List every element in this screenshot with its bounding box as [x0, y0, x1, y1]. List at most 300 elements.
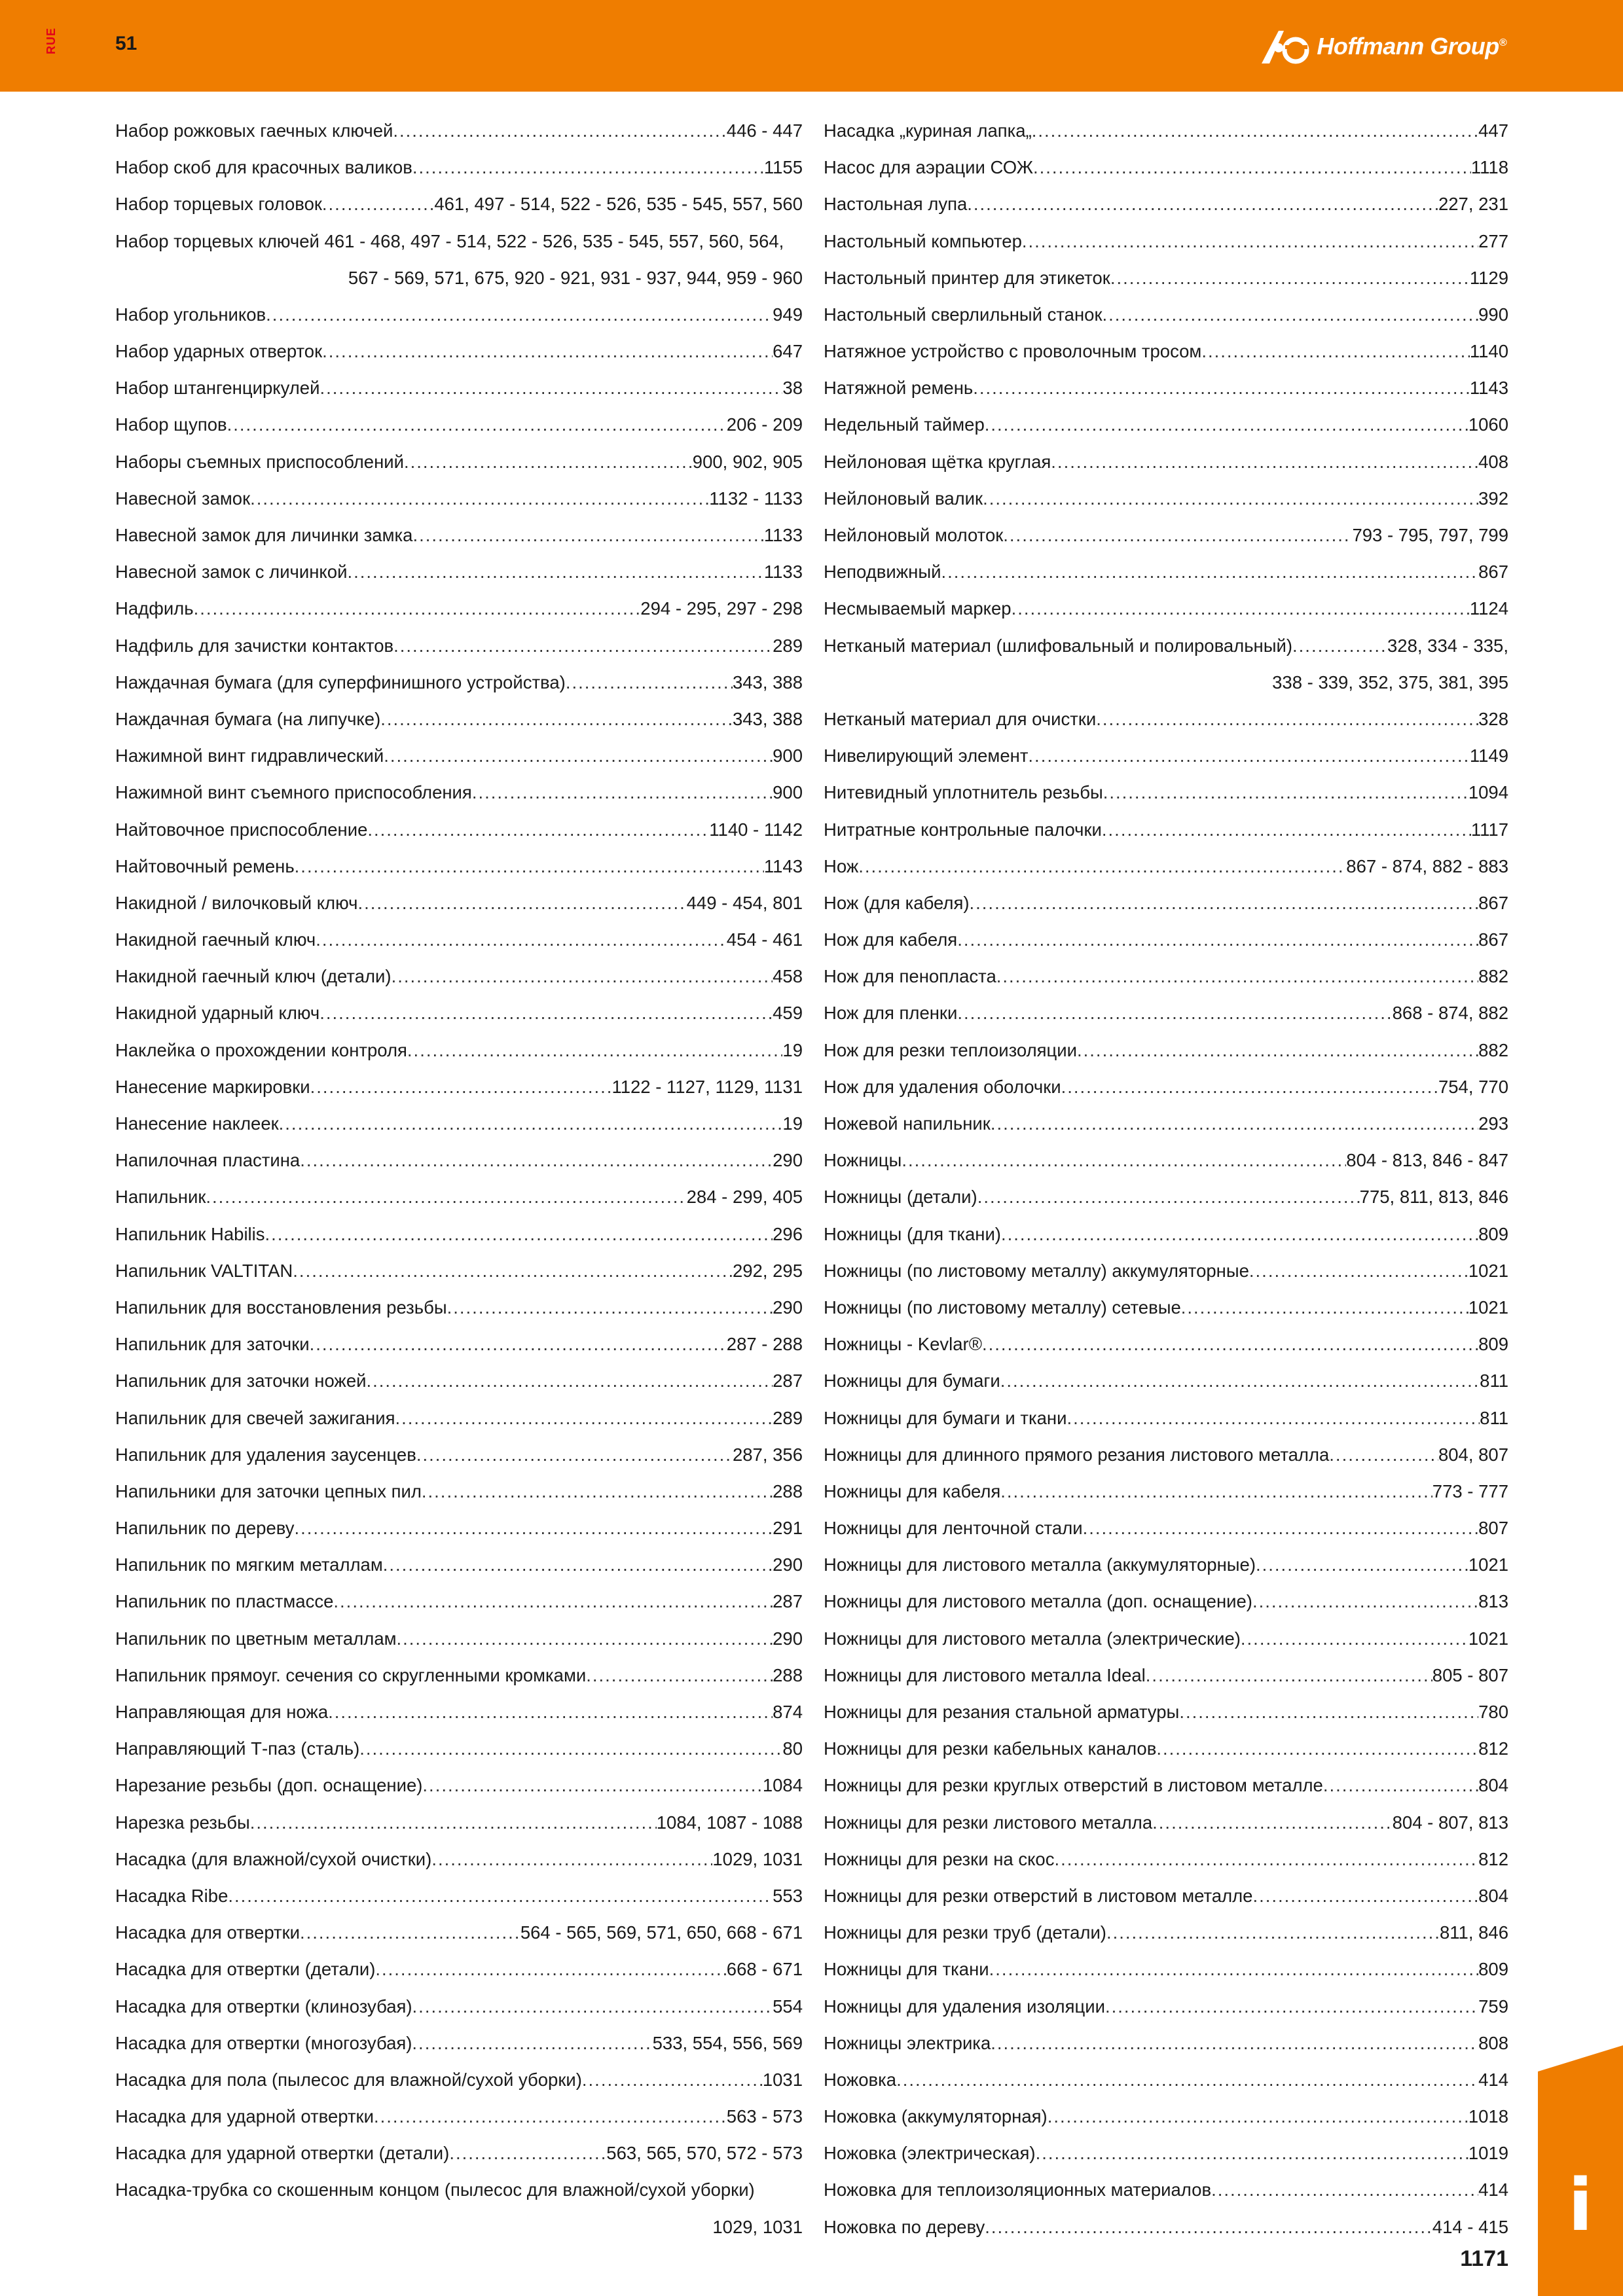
entry-term: Навесной замок с личинкой: [115, 562, 348, 583]
entry-term: Ножницы для удаления изоляции: [824, 1996, 1105, 2017]
entry-term: Насадка для ударной отвертки (детали): [115, 2143, 450, 2164]
dot-leader: [941, 554, 1478, 590]
hoffmann-logo-icon: [1259, 28, 1310, 65]
entry-pages: 563, 565, 570, 572 - 573: [606, 2143, 803, 2164]
dot-leader: [395, 1400, 773, 1437]
entry-term: Ножницы для ткани: [824, 1959, 989, 1980]
entry-term: Наборы съемных приспособлений: [115, 451, 404, 472]
entry-term: Насадка (для влажной/сухой очистки): [115, 1848, 432, 1869]
entry-pages: 808: [1478, 2032, 1508, 2053]
dot-leader: [1323, 1767, 1478, 1804]
dot-leader: [1036, 2135, 1468, 2172]
entry-term: Насадка Ribe: [115, 1885, 228, 1906]
index-entry: [824, 2062, 1508, 2098]
dot-leader: [902, 1142, 1346, 1179]
dot-leader: [449, 2135, 606, 2172]
hoffmann-group-logo: [1259, 26, 1506, 67]
index-entry: [115, 2172, 803, 2209]
index-entry: [115, 407, 803, 444]
entry-pages: 328, 334 - 335,: [1387, 635, 1508, 656]
dot-leader: [472, 774, 773, 811]
index-entry: [824, 1142, 1508, 1179]
entry-term: Нож: [824, 855, 859, 876]
dot-leader: [1329, 1437, 1438, 1473]
entry-term: Напильник по пластмассе: [115, 1591, 334, 1612]
dot-leader: [412, 149, 764, 186]
dot-leader: [1252, 1878, 1478, 1914]
index-entry: [115, 664, 803, 701]
index-entry: [115, 1878, 803, 1914]
entry-term: Ножницы для резания стальной арматуры: [824, 1702, 1180, 1723]
entry-pages: 289: [773, 1407, 803, 1428]
entry-term: Набор штангенциркулей: [115, 378, 320, 399]
index-entry: [115, 996, 803, 1032]
index-entry: [824, 223, 1508, 260]
entry-term: Нанесение наклеек: [115, 1113, 279, 1134]
dot-leader: [1152, 1804, 1392, 1841]
index-entry-continuation: 567 - 569, 571, 675, 920 - 921, 931 - 937, 944, 959 - 960: [348, 267, 803, 288]
dot-leader: [1106, 1914, 1440, 1951]
entry-term: Ножовка для теплоизоляционных материалов: [824, 2179, 1212, 2200]
entry-pages: 294 - 295, 297 - 298: [640, 598, 803, 619]
dot-leader: [1022, 223, 1478, 260]
dot-leader: [1012, 590, 1470, 627]
entry-pages: 1021: [1468, 1628, 1508, 1649]
entry-pages: 1132 - 1133: [709, 488, 803, 509]
entry-pages: 458: [773, 966, 803, 987]
dot-leader: [586, 1657, 773, 1694]
dot-leader: [973, 370, 1470, 406]
entry-term: Насос для аэрации СОЖ: [824, 157, 1033, 178]
dot-leader: [412, 517, 763, 554]
entry-pages: 553: [773, 1885, 803, 1906]
dot-leader: [1103, 774, 1468, 811]
entry-pages: 564 - 565, 569, 571, 650, 668 - 671: [520, 1922, 803, 1943]
entry-term: Нейлоновый молоток: [824, 525, 1004, 546]
entry-pages: 1084, 1087 - 1088: [656, 1812, 803, 1833]
index-entry: [115, 1473, 803, 1510]
dot-leader: [896, 2062, 1478, 2098]
entry-pages: 1129: [1469, 267, 1508, 288]
index-column-right: [824, 113, 1508, 2246]
entry-pages: 293: [1478, 1113, 1508, 1134]
dot-leader: [957, 922, 1478, 958]
index-entry: [115, 370, 803, 406]
dot-leader: [310, 1326, 727, 1363]
entry-pages: 1149: [1469, 745, 1508, 766]
index-entry: [115, 1032, 803, 1069]
entry-pages: 414 - 415: [1432, 2216, 1508, 2237]
dot-leader: [295, 848, 764, 885]
entry-term: Наждачная бумага (для суперфинишного устройства): [115, 672, 566, 692]
entry-pages: 1133: [763, 525, 803, 546]
index-entry: [115, 554, 803, 590]
index-entry: [824, 1473, 1508, 1510]
entry-pages: 804: [1478, 1775, 1508, 1796]
entry-term: Напильник для заточки ножей: [115, 1371, 367, 1391]
entry-term: Насадка „куриная лапка„: [824, 120, 1032, 141]
entry-term: Ножницы для резки круглых отверстий в листовом металле: [824, 1775, 1323, 1796]
info-tab-letter: i: [1568, 2163, 1593, 2247]
entry-pages: 287: [773, 1371, 803, 1391]
dot-leader: [228, 1878, 773, 1914]
dot-leader: [227, 407, 727, 444]
index-entry: [824, 590, 1508, 627]
entry-term: Натяжное устройство с проволочным тросом: [824, 341, 1202, 362]
entry-pages: 1019: [1468, 2143, 1508, 2164]
index-entry: [824, 1547, 1508, 1583]
entry-pages: 1018: [1468, 2106, 1508, 2127]
entry-pages: 900: [773, 745, 803, 766]
index-entry: [824, 1326, 1508, 1363]
index-entry: [115, 1657, 803, 1694]
entry-term: Набор ударных отверток: [115, 341, 323, 362]
index-entry: [824, 517, 1508, 554]
index-entry: [115, 701, 803, 738]
entry-term: Ножницы для длинного прямого резания листового металла: [824, 1444, 1330, 1465]
entry-term: Накидной гаечный ключ (детали): [115, 966, 392, 987]
entry-term: Ножовка по дереву: [824, 2216, 985, 2237]
entry-pages: 290: [773, 1297, 803, 1318]
dot-leader: [404, 444, 693, 480]
entry-pages: 775, 811, 813, 846: [1359, 1187, 1508, 1208]
entry-term: Найтовочное приспособление: [115, 819, 368, 840]
index-entry: [824, 1105, 1508, 1142]
entry-pages: 19: [782, 1113, 803, 1134]
entry-pages: 461, 497 - 514, 522 - 526, 535 - 545, 557, 560: [434, 194, 803, 215]
dot-leader: [1249, 1253, 1468, 1289]
dot-leader: [393, 113, 726, 149]
index-entry: [824, 1584, 1508, 1621]
dot-leader: [1077, 1032, 1478, 1069]
dot-leader: [347, 554, 763, 590]
dot-leader: [407, 1032, 782, 1069]
index-entry: [115, 149, 803, 186]
dot-leader: [1211, 2172, 1478, 2209]
entry-term: Набор торцевых ключей 461 - 468, 497 - 514, 522 - 526, 535 - 545, 557, 560, 564,: [115, 230, 784, 251]
index-entry: [824, 1731, 1508, 1767]
entry-term: Ножовка: [824, 2069, 897, 2090]
dot-leader: [1156, 1731, 1478, 1767]
index-entry: [824, 444, 1508, 480]
entry-term: Напильник для заточки: [115, 1334, 310, 1355]
dot-leader: [1292, 628, 1387, 664]
entry-pages: 284 - 299, 405: [686, 1187, 803, 1208]
index-entry: [824, 333, 1508, 370]
index-entry: [824, 2172, 1508, 2209]
entry-pages: 454 - 461: [726, 929, 803, 950]
dot-leader: [357, 885, 686, 922]
index-entry: [115, 1621, 803, 1657]
dot-leader: [989, 1951, 1478, 1988]
dot-leader: [322, 333, 773, 370]
entry-pages: 80: [782, 1738, 803, 1759]
entry-pages: 287: [773, 1591, 803, 1612]
dot-leader: [1051, 444, 1478, 480]
index-entry: [824, 296, 1508, 333]
index-entry: [115, 2098, 803, 2135]
entry-term: Напильник по мягким металлам: [115, 1554, 383, 1575]
entry-pages: 447: [1478, 120, 1508, 141]
index-entry: [824, 1289, 1508, 1326]
index-entry: [824, 812, 1508, 848]
entry-term: Нарезание резьбы (доп. оснащение): [115, 1775, 423, 1796]
dot-leader: [1256, 1547, 1468, 1583]
dot-leader: [1105, 1988, 1478, 2025]
entry-pages: 1143: [1469, 378, 1508, 399]
entry-term: Ножницы (детали): [824, 1187, 977, 1208]
index-entry: [824, 1032, 1508, 1069]
entry-pages: 1124: [1469, 598, 1508, 619]
dot-leader: [1048, 2098, 1468, 2135]
entry-term: Найтовочный ремень: [115, 855, 295, 876]
entry-term: Ножницы (по листовому металлу) сетевые: [824, 1297, 1181, 1318]
dot-leader: [293, 1253, 733, 1289]
entry-term: Насадка для отвертки (детали): [115, 1959, 376, 1980]
index-entry: [115, 1951, 803, 1988]
entry-pages: 1133: [763, 562, 803, 583]
index-column-left: [115, 113, 803, 2246]
entry-term: Набор торцевых головок: [115, 194, 322, 215]
entry-term: Настольный компьютер: [824, 230, 1022, 251]
entry-pages: 809: [1478, 1959, 1508, 1980]
entry-pages: 812: [1478, 1738, 1508, 1759]
dot-leader: [310, 1069, 612, 1105]
dot-leader: [194, 590, 641, 627]
entry-pages: 446 - 447: [726, 120, 803, 141]
entry-pages: 949: [773, 304, 803, 325]
dot-leader: [412, 2025, 652, 2062]
entry-term: Напильник VALTITAN: [115, 1260, 293, 1281]
entry-term: Ножницы для листового металла (доп. оснащение): [824, 1591, 1252, 1612]
index-entry-continuation: 1029, 1031: [712, 2216, 803, 2237]
entry-term: Ножницы для ленточной стали: [824, 1518, 1083, 1539]
entry-pages: 290: [773, 1150, 803, 1171]
entry-term: Нарезка резьбы: [115, 1812, 250, 1833]
entry-term: Надфиль для зачистки контактов: [115, 635, 394, 656]
entry-pages: 227, 231: [1438, 194, 1508, 215]
entry-term: Нож (для кабеля): [824, 892, 970, 913]
index-entry: [824, 848, 1508, 885]
index-entry: [115, 1437, 803, 1473]
index-entry: [824, 2135, 1508, 2172]
entry-term: Напильник Habilis: [115, 1223, 265, 1244]
dot-leader: [858, 848, 1346, 885]
entry-term: Настольный сверлильный станок: [824, 304, 1103, 325]
dot-leader: [366, 1363, 773, 1399]
entry-pages: 813: [1478, 1591, 1508, 1612]
index-entry: [115, 296, 803, 333]
index-entry: [115, 738, 803, 774]
entry-term: Нож для кабеля: [824, 929, 958, 950]
entry-term: Надфиль: [115, 598, 194, 619]
entry-pages: 759: [1478, 1996, 1508, 2017]
entry-pages: 1140 - 1142: [709, 819, 803, 840]
entry-pages: 1094: [1468, 782, 1508, 803]
entry-pages: 990: [1478, 304, 1508, 325]
entry-term: Несмываемый маркер: [824, 598, 1012, 619]
index-entry: [115, 1584, 803, 1621]
entry-term: Натяжной ремень: [824, 378, 974, 399]
dot-leader: [374, 2098, 727, 2135]
index-entry: [115, 2135, 803, 2172]
entry-pages: 290: [773, 1628, 803, 1649]
entry-pages: 867: [1478, 892, 1508, 913]
dot-leader: [967, 186, 1438, 223]
entry-term: Нитратные контрольные палочки: [824, 819, 1102, 840]
entry-term: Насадка-трубка со скошенным концом (пылесос для влажной/сухой уборки): [115, 2179, 755, 2200]
dot-leader: [422, 1473, 773, 1510]
entry-pages: 289: [773, 635, 803, 656]
dot-leader: [985, 407, 1468, 444]
index-entry: [824, 1694, 1508, 1731]
dot-leader: [384, 738, 773, 774]
index-entry: [115, 922, 803, 958]
index-entry: [115, 885, 803, 922]
entry-term: Нетканый материал (шлифовальный и полировальный): [824, 635, 1293, 656]
dot-leader: [1054, 1841, 1478, 1878]
dot-leader: [333, 1584, 773, 1621]
dot-leader: [295, 1510, 773, 1547]
entry-term: Ножницы - Kevlar®: [824, 1334, 982, 1355]
entry-term: Накидной / вилочковый ключ: [115, 892, 358, 913]
dot-leader: [328, 1694, 773, 1731]
entry-term: Нетканый материал для очистки: [824, 708, 1097, 729]
index-entry: [115, 1069, 803, 1105]
index-entry: [824, 1657, 1508, 1694]
dot-leader: [1241, 1621, 1468, 1657]
entry-term: Нож для пленки: [824, 1003, 958, 1024]
dot-leader: [1179, 1694, 1478, 1731]
entry-pages: 1021: [1468, 1260, 1508, 1281]
entry-term: Насадка для отвертки: [115, 1922, 300, 1943]
index-entry: [115, 1142, 803, 1179]
entry-term: Напильник для восстановления резьбы: [115, 1297, 447, 1318]
dot-leader: [1003, 517, 1352, 554]
section-number: 51: [115, 33, 137, 54]
entry-term: Неподвижный: [824, 562, 941, 583]
index-entry: [115, 113, 803, 149]
entry-term: Набор угольников: [115, 304, 266, 325]
index-entry: [115, 1289, 803, 1326]
index-entry: [115, 1914, 803, 1951]
dot-leader: [393, 628, 773, 664]
entry-pages: 807: [1478, 1518, 1508, 1539]
entry-term: Наклейка о прохождении контроля: [115, 1039, 407, 1060]
entry-term: Нож для пенопласта: [824, 966, 996, 987]
entry-pages: 804, 807: [1438, 1444, 1508, 1465]
index-entry: [115, 958, 803, 995]
index-entry: [115, 186, 803, 223]
header-bar: [0, 0, 1623, 92]
entry-pages: 1021: [1468, 1554, 1508, 1575]
index-entry: [115, 1804, 803, 1841]
dot-leader: [1252, 1584, 1478, 1621]
entry-pages: 288: [773, 1664, 803, 1685]
entry-pages: 296: [773, 1223, 803, 1244]
index-entry: [115, 2025, 803, 2062]
dot-leader: [300, 1914, 520, 1951]
index-entry: [824, 1253, 1508, 1289]
dot-leader: [383, 1547, 773, 1583]
index-entry: [824, 407, 1508, 444]
dot-leader: [1067, 1400, 1480, 1437]
dot-leader: [1103, 296, 1479, 333]
entry-pages: 287 - 288: [726, 1334, 803, 1355]
entry-term: Напильник для удаления заусенцев: [115, 1444, 416, 1465]
entry-pages: 343, 388: [732, 672, 803, 692]
dot-leader: [996, 958, 1478, 995]
dot-leader: [1033, 149, 1471, 186]
dot-leader: [392, 958, 773, 995]
entry-pages: 19: [782, 1039, 803, 1060]
entry-pages: 414: [1478, 2069, 1508, 2090]
entry-pages: 804 - 813, 846 - 847: [1346, 1150, 1508, 1171]
entry-pages: 867: [1478, 562, 1508, 583]
entry-term: Ножовка (электрическая): [824, 2143, 1036, 2164]
index-entry: [824, 1216, 1508, 1253]
index-entry: [824, 1804, 1508, 1841]
index-entry: [115, 1731, 803, 1767]
brand-name: Hoffmann Group®: [1317, 33, 1506, 60]
index-entry: [824, 2209, 1508, 2246]
index-entry: [824, 1621, 1508, 1657]
index-entry: [824, 1951, 1508, 1988]
index-entry: [824, 1437, 1508, 1473]
entry-term: Направляющая для ножа: [115, 1702, 329, 1723]
entry-term: Ножовка (аккумуляторная): [824, 2106, 1048, 2127]
index-entry: [824, 1878, 1508, 1914]
dot-leader: [359, 1731, 782, 1767]
entry-pages: 805 - 807: [1432, 1664, 1508, 1685]
entry-term: Накидной гаечный ключ: [115, 929, 316, 950]
dot-leader: [416, 1437, 733, 1473]
entry-pages: 291: [773, 1518, 803, 1539]
entry-term: Настольный принтер для этикеток: [824, 267, 1110, 288]
entry-pages: 288: [773, 1480, 803, 1501]
entry-pages: 563 - 573: [726, 2106, 803, 2127]
dot-leader: [250, 480, 709, 517]
index-entry: [824, 113, 1508, 149]
entry-term: Навесной замок: [115, 488, 251, 509]
entry-pages: 533, 554, 556, 569: [652, 2032, 803, 2053]
index-entry: [115, 590, 803, 627]
entry-pages: 1143: [763, 855, 803, 876]
dot-leader: [1096, 701, 1478, 738]
index-entry: [115, 1547, 803, 1583]
entry-pages: 292, 295: [732, 1260, 803, 1281]
dot-leader: [322, 186, 434, 223]
entry-term: Насадка для отвертки (многозубая): [115, 2032, 412, 2053]
index-entry-continuation: 338 - 339, 352, 375, 381, 395: [1272, 672, 1508, 692]
index-entry: [115, 1988, 803, 2025]
entry-pages: 1031: [762, 2069, 803, 2090]
entry-term: Ножницы для бумаги и ткани: [824, 1407, 1067, 1428]
entry-pages: 754, 770: [1438, 1076, 1508, 1097]
entry-term: Направляющий Т-паз (сталь): [115, 1738, 360, 1759]
entry-pages: 1021: [1468, 1297, 1508, 1318]
dot-leader: [977, 1179, 1360, 1215]
entry-term: Нож для резки теплоизоляции: [824, 1039, 1078, 1060]
entry-term: Нитевидный уплотнитель резьбы: [824, 782, 1103, 803]
entry-term: Нажимной винт гидравлический: [115, 745, 384, 766]
index-entry: [115, 1841, 803, 1878]
entry-term: Нанесение маркировки: [115, 1076, 310, 1097]
index-entry: [824, 996, 1508, 1032]
entry-pages: 780: [1478, 1702, 1508, 1723]
dot-leader: [319, 370, 782, 406]
entry-term: Нейлоновая щётка круглая: [824, 451, 1051, 472]
